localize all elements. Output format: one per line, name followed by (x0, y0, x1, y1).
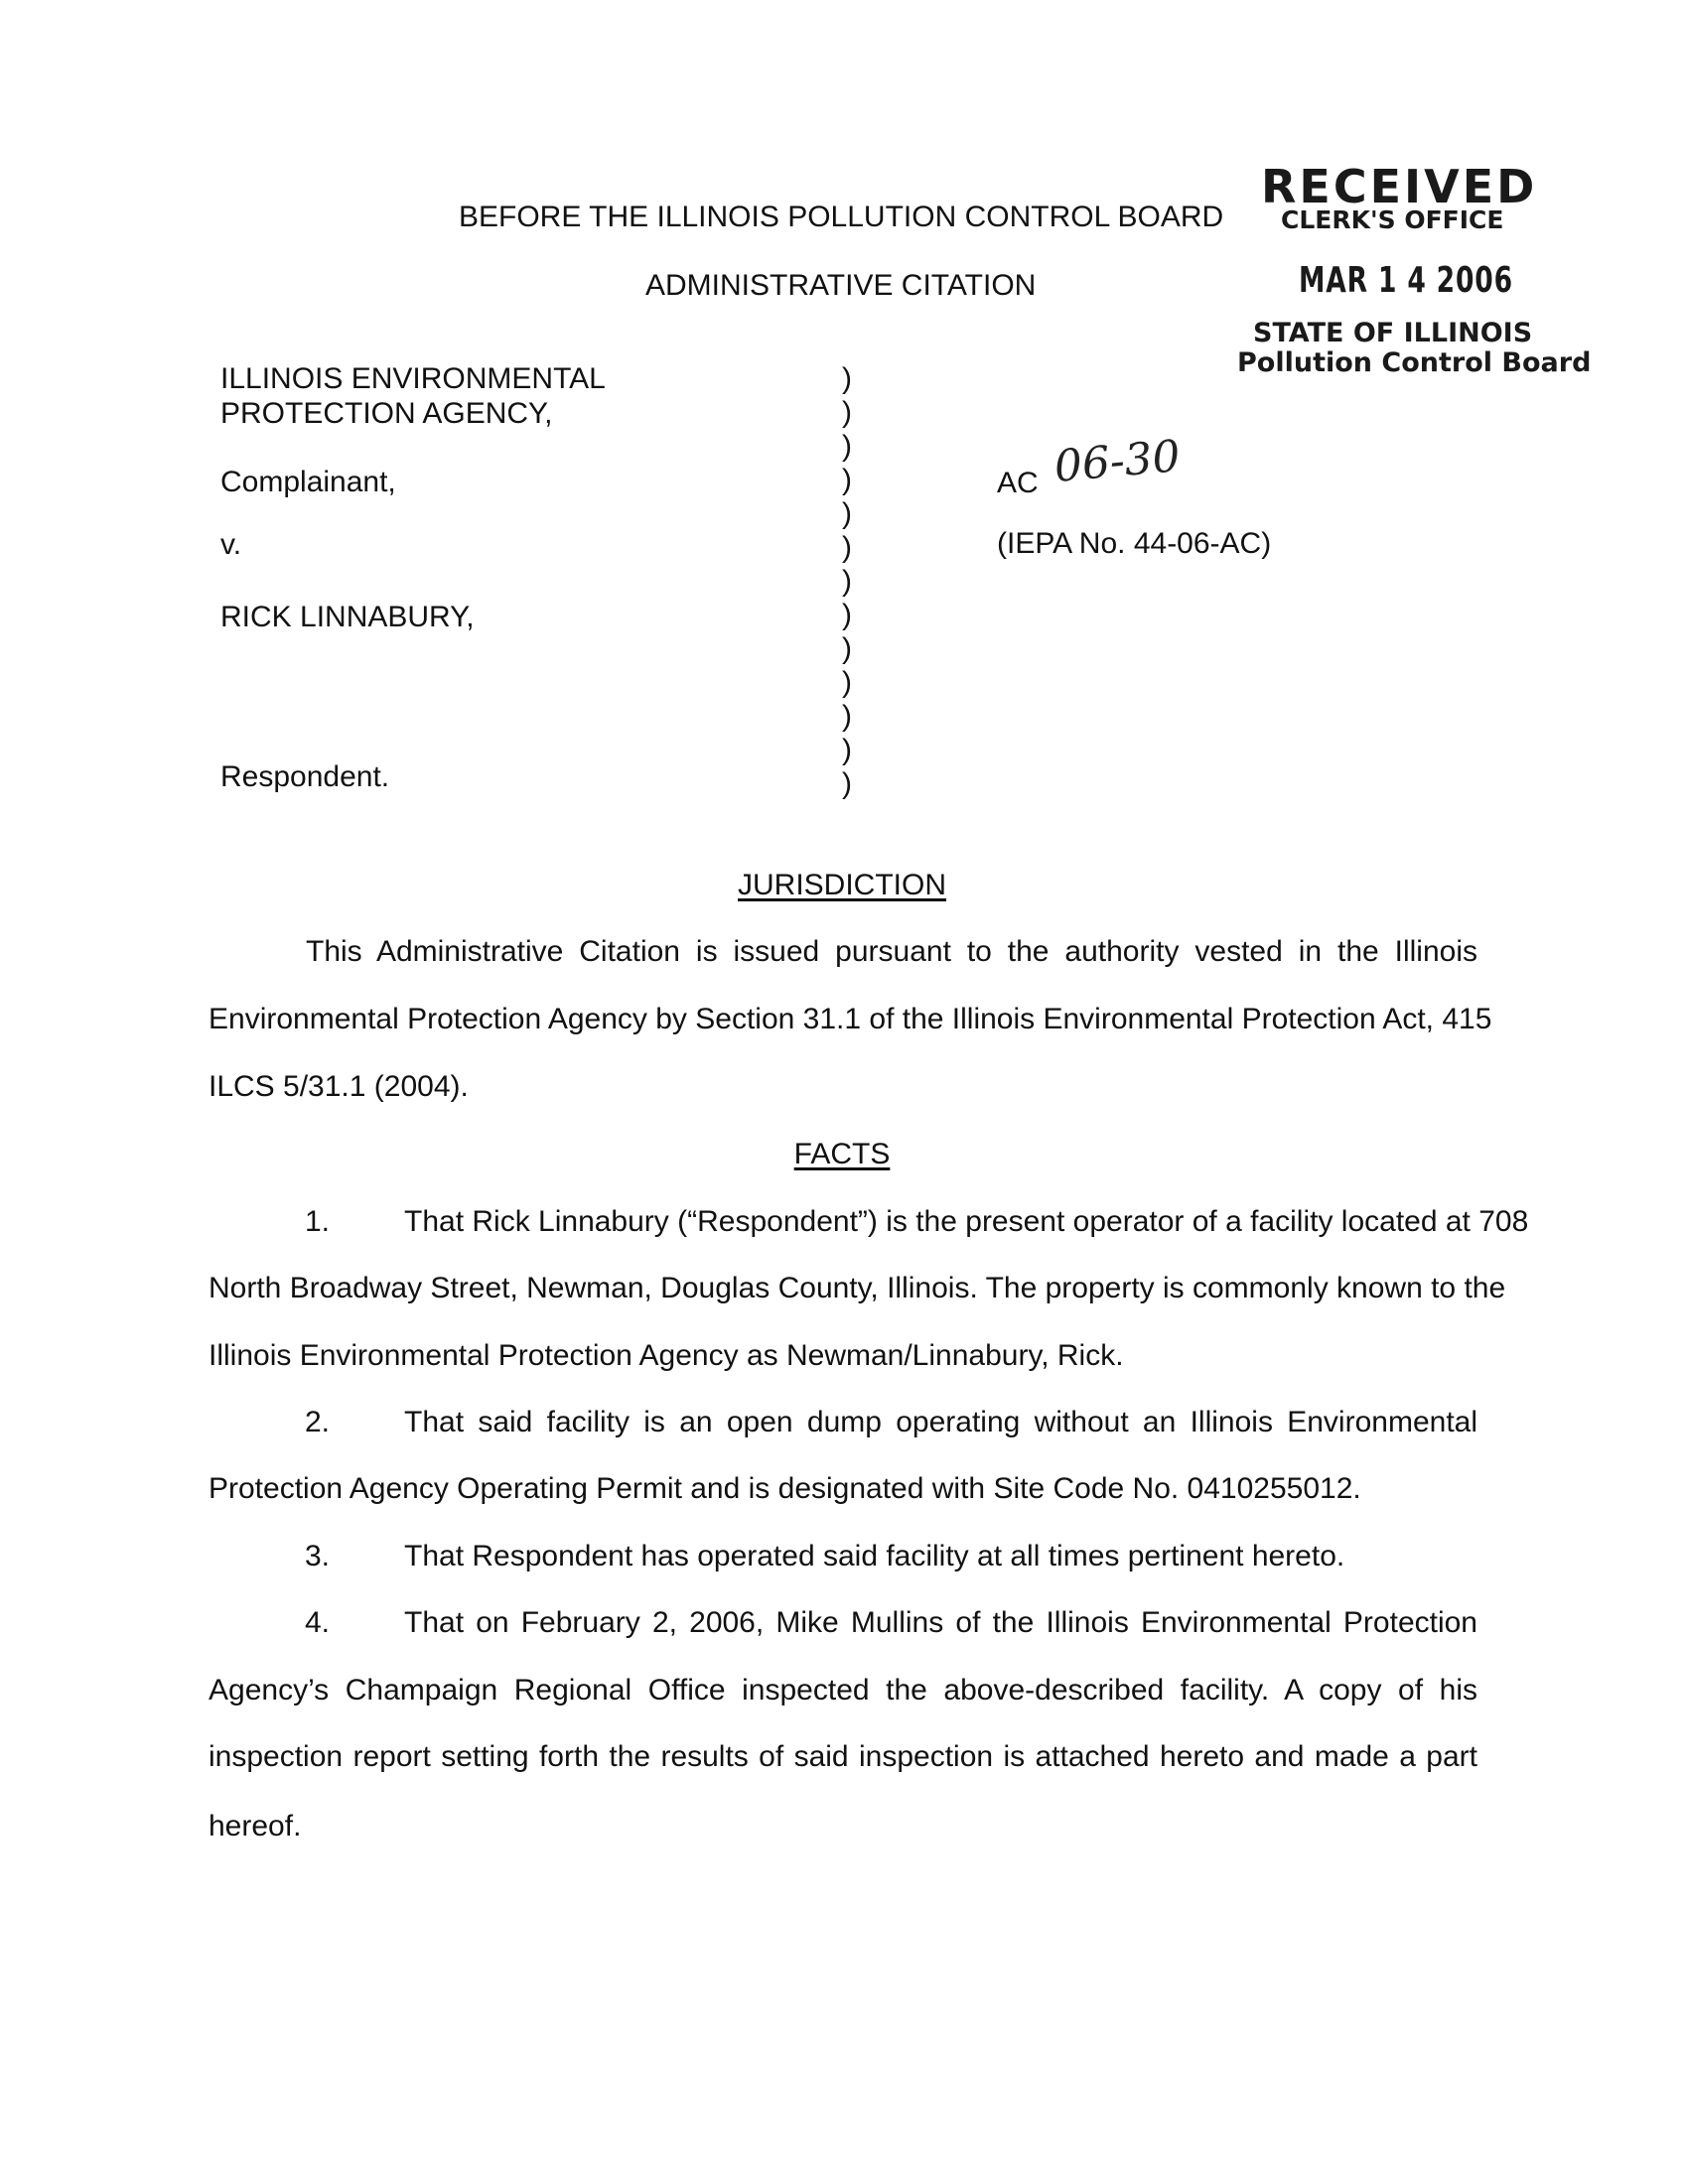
iepa-number: (IEPA No. 44-06-AC) (997, 527, 1272, 560)
paragraph-line: hereof. (209, 1810, 302, 1843)
jurisdiction-heading: JURISDICTION (738, 869, 946, 901)
citation-title: ADMINISTRATIVE CITATION (645, 269, 1037, 302)
respondent-name: RICK LINNABURY, (220, 601, 475, 633)
respondent-label: Respondent. (220, 760, 390, 793)
complainant-label: Complainant, (220, 466, 396, 498)
paragraph-line: North Broadway Street, Newman, Douglas County, Illinois. The property is commonly known to the (209, 1272, 1506, 1304)
paragraph-line: That said facility is an open dump operating without an Illinois Environmental (404, 1406, 1477, 1438)
facts-heading: FACTS (793, 1138, 891, 1170)
paragraph-number: 4. (305, 1606, 331, 1639)
complainant-name-line1: ILLINOIS ENVIRONMENTAL (220, 362, 606, 395)
paragraph-line: That on February 2, 2006, Mike Mullins of the Illinois Environmental Protection (404, 1606, 1477, 1639)
caption-paren: ) (842, 632, 852, 665)
paragraph-line: Environmental Protection Agency by Section 31.1 of the Illinois Environmental Protection Act, 415 (209, 1003, 1492, 1035)
paragraph-line: This Administrative Citation is issued pursuant to the authority vested in the Illinois (306, 935, 1477, 968)
caption-paren: ) (842, 396, 852, 429)
stamp-board: Pollution Control Board (1237, 347, 1592, 378)
stamp-date: MAR 1 4 2006 (1299, 260, 1513, 301)
complainant-name-line2: PROTECTION AGENCY, (220, 397, 553, 430)
paragraph-line: That Respondent has operated said facility at all times pertinent hereto. (404, 1540, 1345, 1572)
caption-paren: ) (842, 497, 852, 530)
caption-paren: ) (842, 666, 852, 699)
paragraph-line: That Rick Linnabury (“Respondent”) is the present operator of a facility located at 708 (404, 1205, 1529, 1238)
court-title: BEFORE THE ILLINOIS POLLUTION CONTROL BOARD (459, 201, 1224, 233)
caption-paren: ) (842, 362, 852, 395)
caption-paren: ) (842, 430, 852, 463)
versus-label: v. (220, 528, 242, 561)
caption-paren: ) (842, 599, 852, 631)
paragraph-line: Agency’s Champaign Regional Office inspected the above-described facility. A copy of his (209, 1674, 1477, 1706)
caption-paren: ) (842, 734, 852, 766)
case-prefix: AC (997, 467, 1039, 499)
stamp-state: STATE OF ILLINOIS (1253, 318, 1533, 348)
paragraph-line: Protection Agency Operating Permit and is designated with Site Code No. 0410255012. (209, 1472, 1361, 1505)
paragraph-line: ILCS 5/31.1 (2004). (209, 1070, 469, 1103)
paragraph-number: 3. (305, 1540, 331, 1572)
paragraph-line: inspection report setting forth the results of said inspection is attached hereto and made a part (209, 1740, 1477, 1773)
caption-paren: ) (842, 767, 852, 800)
caption-paren: ) (842, 464, 852, 496)
paragraph-number: 2. (305, 1406, 331, 1438)
paragraph-line: Illinois Environmental Protection Agency as Newman/Linnabury, Rick. (209, 1339, 1124, 1372)
caption-paren: ) (842, 531, 852, 564)
handwritten-case-number: 06-30 (1052, 431, 1183, 492)
paragraph-number: 1. (305, 1205, 331, 1238)
caption-paren: ) (842, 565, 852, 598)
stamp-received-text: RECEIVED (1261, 160, 1538, 213)
stamp-clerk-office: CLERK'S OFFICE (1281, 205, 1504, 234)
caption-paren: ) (842, 700, 852, 733)
